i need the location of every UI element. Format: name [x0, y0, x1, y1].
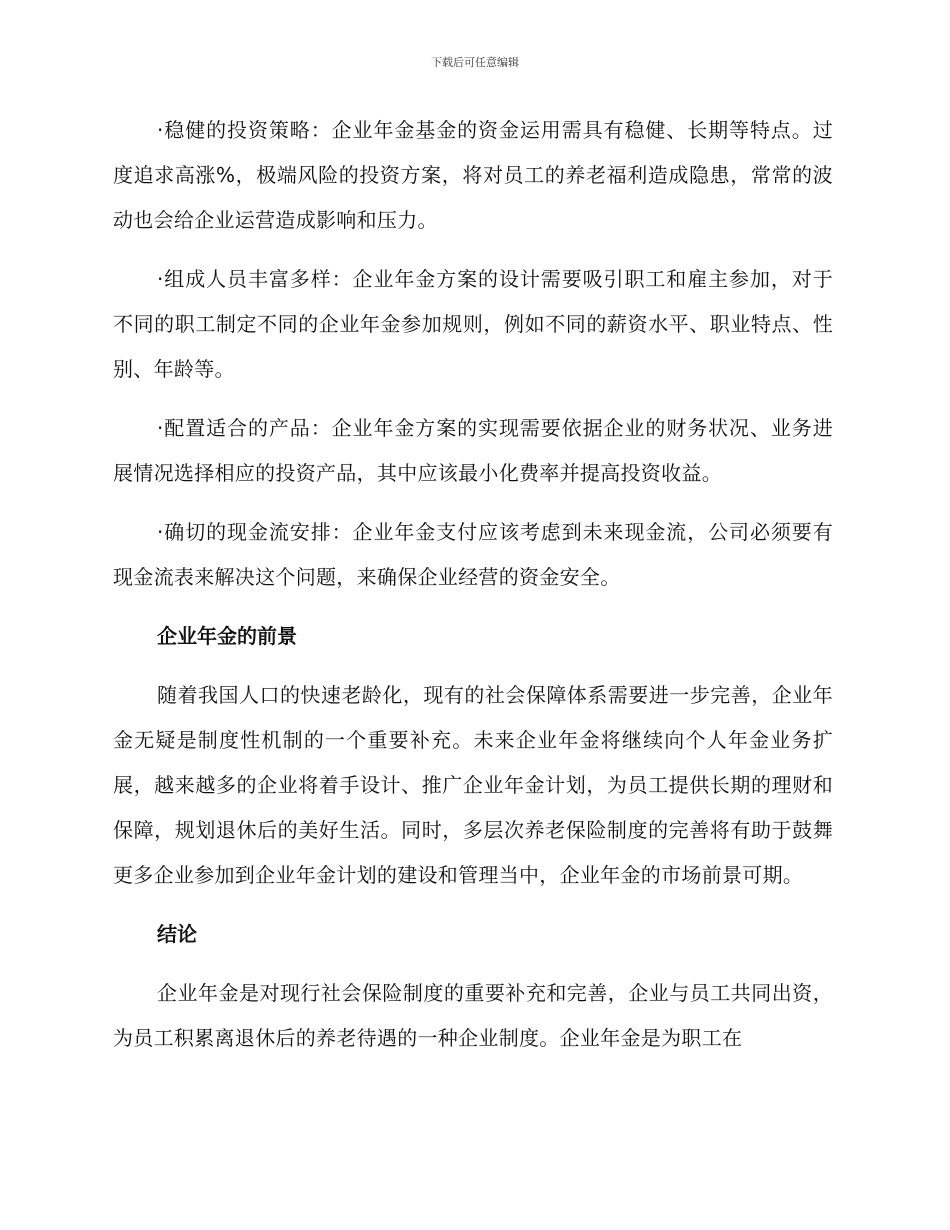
- paragraph-conclusion: 企业年金是对现行社会保险制度的重要补充和完善，企业与员工共同出资，为员工积累离退休后的养老待遇的一种企业制度。企业年金是为职工在: [113, 981, 833, 1050]
- paragraph-suitable-products: ·配置适合的产品：企业年金方案的实现需要依据企业的财务状况、业务进展情况选择相应的投资产品，其中应该最小化费率并提高投资收益。: [113, 416, 833, 485]
- paragraph-investment-strategy: ·稳健的投资策略：企业年金基金的资金运用需具有稳健、长期等特点。过度追求高涨%，极端风险的投资方案，将对员工的养老福利造成隐患，常常的波动也会给企业运营造成影响和压力。: [113, 118, 833, 232]
- section-heading-prospect: 企业年金的前景: [157, 624, 297, 648]
- page-header-note: 下载后可任意编辑: [431, 56, 519, 69]
- document-body: [113, 108, 833, 1075]
- paragraph-diverse-members: ·组成人员丰富多样：企业年金方案的设计需要吸引职工和雇主参加，对于不同的职工制定不同的企业年金参加规则，例如不同的薪资水平、职业特点、性别、年龄等。: [113, 267, 833, 381]
- paragraph-cash-flow: ·确切的现金流安排：企业年金支付应该考虑到未来现金流，公司必须要有现金流表来解决这个问题，来确保企业经营的资金安全。: [113, 520, 833, 589]
- section-heading-conclusion: 结论: [157, 922, 197, 946]
- paragraph-prospect: 随着我国人口的快速老龄化，现有的社会保障体系需要进一步完善，企业年金无疑是制度性机制的一个重要补充。未来企业年金将继续向个人年金业务扩展，越来越多的企业将着手设计、推广企业年金计划，为员工提供长期的理财和保障，规划退休后的美好生活。同时，多层次养老保险制度的完善将有助于鼓舞更多企业参加到企业年金计划的建设和管理当中，企业年金的市场前景可期。: [113, 683, 833, 887]
